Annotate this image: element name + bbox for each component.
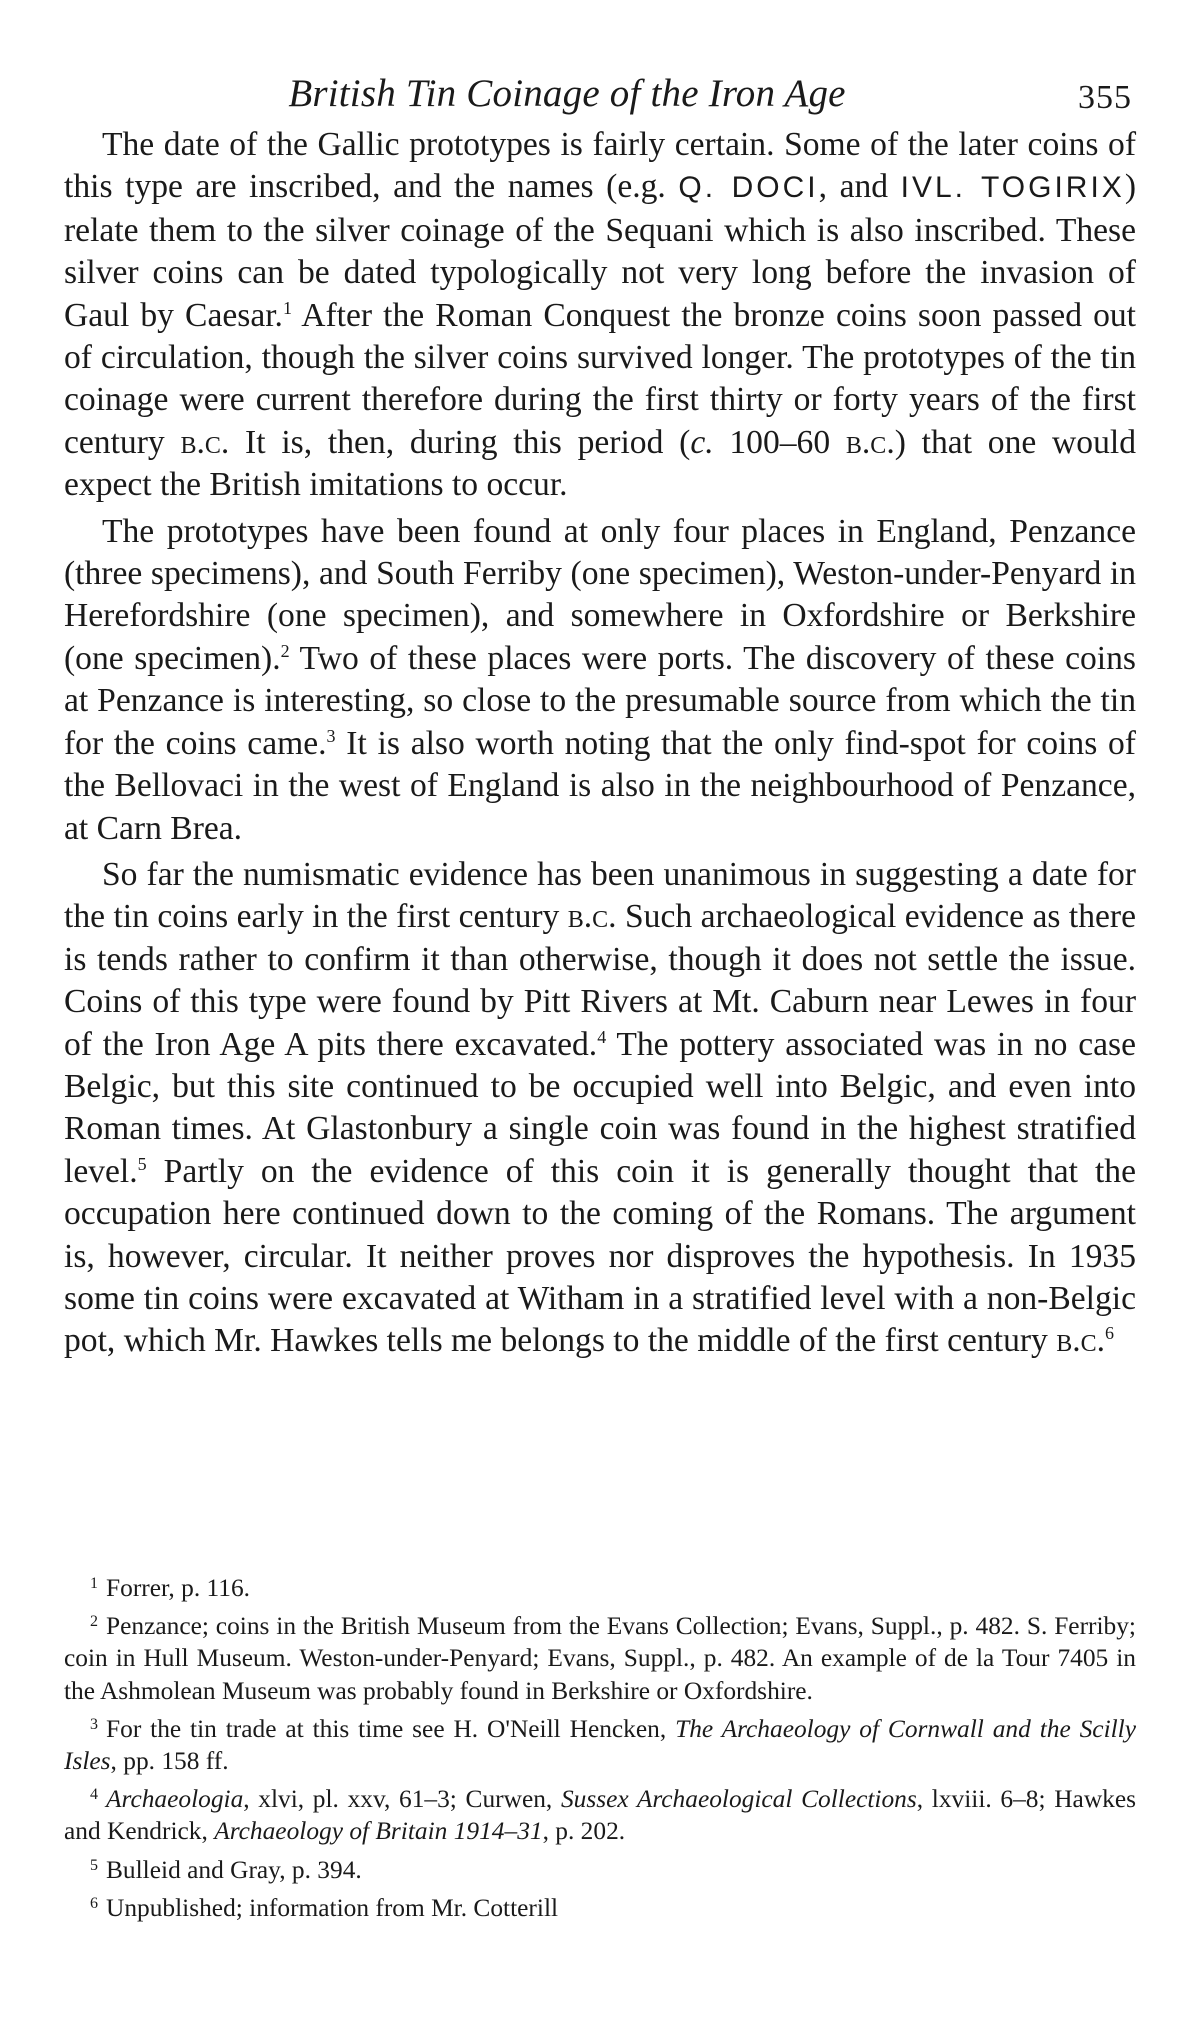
- text-run: , and: [818, 168, 901, 206]
- footnote: [64, 1568, 1136, 1604]
- text-it: Archaeology of Britain 1914–31: [214, 1817, 543, 1846]
- footnote-mark: 3: [90, 1715, 98, 1733]
- text-it: c.: [690, 423, 714, 461]
- text-it: The Archaeology of Cornwall and the Scilly Isles: [64, 1714, 1136, 1776]
- footnotes: [64, 1568, 1136, 1926]
- text-run: Bulleid and Gray, p. 394.: [106, 1855, 362, 1884]
- text-sc: b.c.: [180, 423, 230, 461]
- text-run: Forrer, p. 116.: [106, 1574, 251, 1602]
- text-run: The date of the Gallic prototypes is fairly certain. Some of the later coins of this type are inscribed, and the names (e.g.: [64, 126, 1136, 206]
- text-run: Unpublished; information from Mr. Cotterill: [106, 1893, 559, 1922]
- running-head: [64, 66, 1136, 122]
- running-title: British Tin Coinage of the Iron Age: [288, 72, 846, 115]
- text-sc: b.c.: [1056, 1322, 1106, 1360]
- text-run: The prototypes have been found at only four places in England, Penzance (three specimens), and South Ferriby (one specimen), Weston-under-Penyard in Herefordshire (one specimen), and somewhere in Oxfordshire or Berkshire (one specimen).: [64, 512, 1136, 677]
- footnote-mark: 6: [90, 1894, 98, 1912]
- footnote: [64, 1850, 1136, 1886]
- text-run: ) relate them to the silver coinage of the Sequani which is also inscribed. These silver coins can be dated typologically not very long before the invasion of Gaul by Caesar.: [64, 168, 1136, 334]
- text-run: Two of these places were ports. The discovery of these coins at Penzance is interesting, so close to the presumable source from which the tin for the coins came.: [64, 639, 1136, 762]
- text-caps: Q. DOCI: [678, 171, 819, 205]
- text-run: , pp. 158 ff.: [110, 1747, 229, 1776]
- footnote-mark: 5: [90, 1856, 98, 1874]
- page-number: 355: [1078, 79, 1132, 116]
- text-run: For the tin trade at this time see H. O'Neill Hencken,: [106, 1714, 676, 1743]
- footnote: [64, 1779, 1136, 1847]
- footnote-reference: 3: [326, 725, 336, 746]
- footnote: [64, 1606, 1136, 1707]
- text-run: 100–60: [713, 423, 846, 461]
- footnote: [64, 1888, 1136, 1924]
- book-page: [64, 0, 1136, 2044]
- text-sc: b.c.: [845, 423, 895, 461]
- text-run: ) that one would expect the British imitations to occur.: [64, 423, 1136, 504]
- text-sc: b.c.: [567, 898, 617, 936]
- text-run: The pottery associated was in no case Belgic, but this site continued to be occupied well into Belgic, and even into Roman times. At Glastonbury a single coin was found in the highest stratified level.: [64, 1025, 1136, 1190]
- footnote-mark: 2: [90, 1613, 98, 1631]
- footnote-reference: 4: [597, 1026, 607, 1047]
- footnote-reference: 1: [282, 297, 292, 318]
- text-caps: IVL. TOGIRIX: [900, 171, 1125, 205]
- text-run: Partly on the evidence of this coin it is generally thought that the occupation here continued down to the coming of the Romans. The argument is, however, circular. It neither proves nor disproves the hypothesis. In 1935 some tin coins were excavated at Witham in a stratified level with a non-Belgic pot, which Mr. Hawkes tells me belongs to the middle of the first century: [64, 1152, 1136, 1360]
- paragraph: [64, 511, 1136, 850]
- text-run: It is also worth noting that the only find-spot for coins of the Bellovaci in the west of England is also in the neighbourhood of Penzance, at Carn Brea.: [64, 724, 1136, 847]
- body-text: [64, 124, 1136, 1367]
- text-run: After the Roman Conquest the bronze coins soon passed out of circulation, though the silver coins survived longer. The prototypes of the tin coinage were current therefore during the first thirty or forty years of the first century: [64, 296, 1136, 461]
- footnote: [64, 1709, 1136, 1777]
- paragraph: [64, 124, 1136, 507]
- footnote-mark: 1: [90, 1575, 98, 1592]
- text-run: Penzance; coins in the British Museum from the Evans Collection; Evans, Suppl., p. 482. S. Ferriby; coin in Hull Museum. Weston-under-Penyard; Evans, Suppl., p. 482. An example of de la Tour 7405 in the Ashmolean Museum was probably found in Berkshire or Oxfordshire.: [64, 1612, 1136, 1705]
- text-run: Such archaeological evidence as there is tends rather to confirm it than otherwise, though it does not settle the issue. Coins of this type were found by Pitt Rivers at Mt. Caburn near Lewes in four of the Iron Age A pits there excavated.: [64, 898, 1136, 1063]
- footnote-reference: 5: [137, 1153, 147, 1174]
- text-run: , lxviii. 6–8; Hawkes and Kendrick,: [64, 1785, 1136, 1846]
- footnote-reference: 2: [280, 640, 290, 661]
- text-it: Archaeologia: [106, 1785, 244, 1814]
- footnote-reference: 6: [1105, 1323, 1115, 1344]
- text-run: So far the numismatic evidence has been unanimous in suggesting a date for the tin coins early in the first century: [64, 855, 1136, 936]
- text-run: , p. 202.: [542, 1817, 626, 1846]
- paragraph: [64, 854, 1136, 1363]
- text-run: It is, then, during this period (: [229, 423, 691, 461]
- text-run: , xlvi, pl. xxv, 61–3; Curwen,: [243, 1785, 561, 1814]
- text-it: Sussex Archaeological Collections: [560, 1785, 917, 1814]
- footnote-mark: 4: [90, 1786, 98, 1804]
